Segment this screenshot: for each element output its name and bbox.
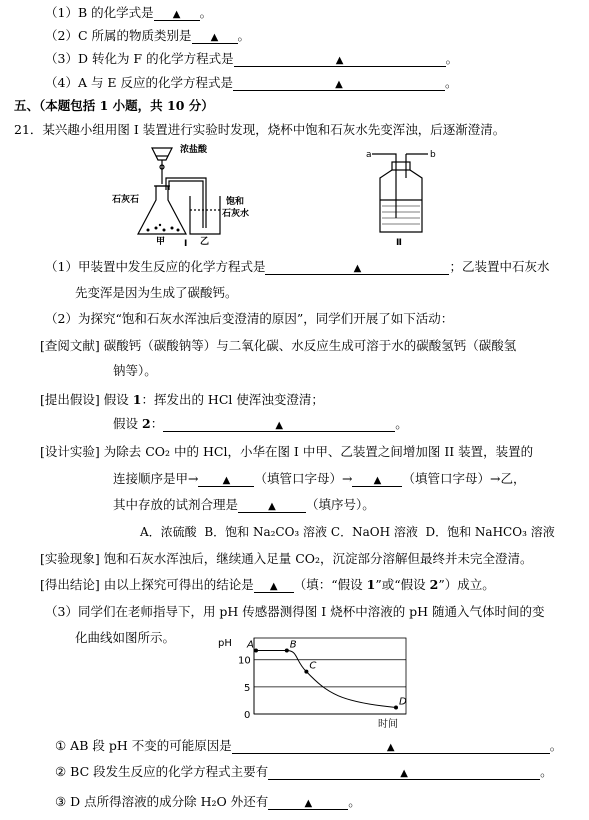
answer-blank[interactable]: ▲ [352, 472, 402, 487]
answer-blank[interactable]: ▲ [268, 765, 540, 780]
point-label-D: D [399, 696, 407, 708]
answer-blank[interactable]: ▲ [232, 739, 550, 754]
answer-blank[interactable]: ▲ [192, 29, 238, 44]
hypothesis-1: [提出假设] 假设 1：挥发出的 HCl 使浑浊变澄清； [40, 392, 324, 407]
point-C [304, 670, 308, 674]
point-D [394, 705, 398, 709]
figure-ii-washing-bottle [362, 148, 442, 248]
q20-part4: （4）A 与 E 反应的化学方程式是 ▲ 。 [45, 75, 458, 90]
q21-sub1: ① AB 段 pH 不变的可能原因是 ▲ 。 [55, 738, 563, 753]
y-tick-10: 10 [238, 655, 251, 667]
label-limestone: 石灰石 [112, 195, 140, 205]
lookup-row-cont: 钠等）。 [113, 363, 157, 378]
label-saturated: 饱和 [226, 197, 245, 207]
ph-curve [256, 650, 396, 707]
point-B [285, 648, 289, 652]
answer-blank[interactable]: ▲ [198, 472, 254, 487]
q21-part1: （1）甲装置中发生反应的化学方程式是 ▲ ；乙装置中石灰水 [45, 259, 550, 274]
figure-i-apparatus [108, 142, 268, 250]
question-stem: 21．某兴趣小组用图 I 装置进行实验时发现，烧杯中饱和石灰水先变浑浊，后逐渐澄清。 [14, 122, 506, 137]
design-row-order: 连接顺序是甲→ ▲ （填管口字母）→ ▲ （填管口字母）→乙， [113, 471, 526, 486]
lookup-row: [查阅文献] 碳酸钙（碳酸钠等）与二氧化碳、水反应生成可溶于水的碳酸氢钙（碳酸氢 [40, 338, 517, 353]
label-conc-hcl: 浓盐酸 [180, 145, 208, 155]
label-fig-ii: Ⅱ [396, 238, 402, 248]
label-limewater: 石灰水 [222, 209, 250, 219]
q20-part1: （1）B 的化学式是 ▲ 。 [45, 5, 213, 20]
q21-sub3: ③ D 点所得溶液的成分除 H₂O 外还有 ▲ 。 [55, 794, 361, 809]
section-heading: 五、（本题包括 1 小题，共 10 分） [14, 98, 214, 113]
point-label-B: B [289, 639, 297, 651]
point-A [254, 648, 258, 652]
q21-part2: （2）为探究“饱和石灰水浑浊后变澄清的原因”，同学们开展了如下活动： [45, 311, 454, 326]
q20-part2: （2）C 所属的物质类别是 ▲ 。 [45, 28, 251, 43]
y-tick-5: 5 [244, 682, 251, 694]
conclusion-row: [得出结论] 由以上探究可得出的结论是 ▲ （填：“假设 1”或“假设 2”）成立。 [40, 577, 495, 592]
point-label-C: C [309, 660, 317, 672]
design-row-reagent: 其中存放的试剂合理是 ▲ （填序号）。 [113, 497, 375, 512]
options-row: A．浓硫酸 B．饱和 Na₂CO₃ 溶液 C．NaOH 溶液 D．饱和 NaHCO₃ 溶液 [140, 525, 555, 539]
answer-blank[interactable]: ▲ [238, 498, 306, 513]
q21-part3: （3）同学们在老师指导下，用 pH 传感器测得图 I 烧杯中溶液的 pH 随通入气体时间的变 [45, 604, 545, 619]
q21-sub2: ② BC 段发生反应的化学方程式主要有 ▲ 。 [55, 764, 553, 779]
x-axis-label: 时间 [378, 719, 398, 730]
ph-time-chart [214, 632, 414, 730]
q21-part3-cont: 化曲线如图所示。 [75, 630, 176, 645]
label-a: a [366, 150, 372, 160]
phenomenon-row: [实验现象] 饱和石灰水浑浊后，继续通入足量 CO₂，沉淀部分溶解但最终并未完全澄清。 [40, 551, 533, 566]
answer-blank[interactable]: ▲ [254, 578, 294, 593]
design-row: [设计实验] 为除去 CO₂ 中的 HCl，小华在图 I 中甲、乙装置之间增加图 II 装置，装置的 [40, 444, 534, 459]
label-yi: 乙 [200, 237, 210, 247]
label-b: b [430, 150, 436, 160]
answer-blank[interactable]: ▲ [233, 76, 445, 91]
q20-part3: （3）D 转化为 F 的化学方程式是 ▲ 。 [45, 51, 459, 66]
answer-blank[interactable]: ▲ [268, 795, 348, 810]
y-axis-label: pH [218, 638, 232, 649]
label-fig-i: I [184, 239, 188, 249]
q21-part1-cont: 先变浑是因为生成了碳酸钙。 [75, 285, 238, 300]
hypothesis-2: 假设 2： ▲ 。 [113, 416, 408, 431]
answer-blank[interactable]: ▲ [234, 52, 446, 67]
answer-blank[interactable]: ▲ [154, 6, 200, 21]
answer-blank[interactable]: ▲ [265, 260, 449, 275]
label-jia: 甲 [156, 237, 166, 247]
answer-blank[interactable]: ▲ [163, 417, 395, 432]
y-tick-0: 0 [244, 710, 251, 721]
point-label-A: A [247, 639, 254, 651]
